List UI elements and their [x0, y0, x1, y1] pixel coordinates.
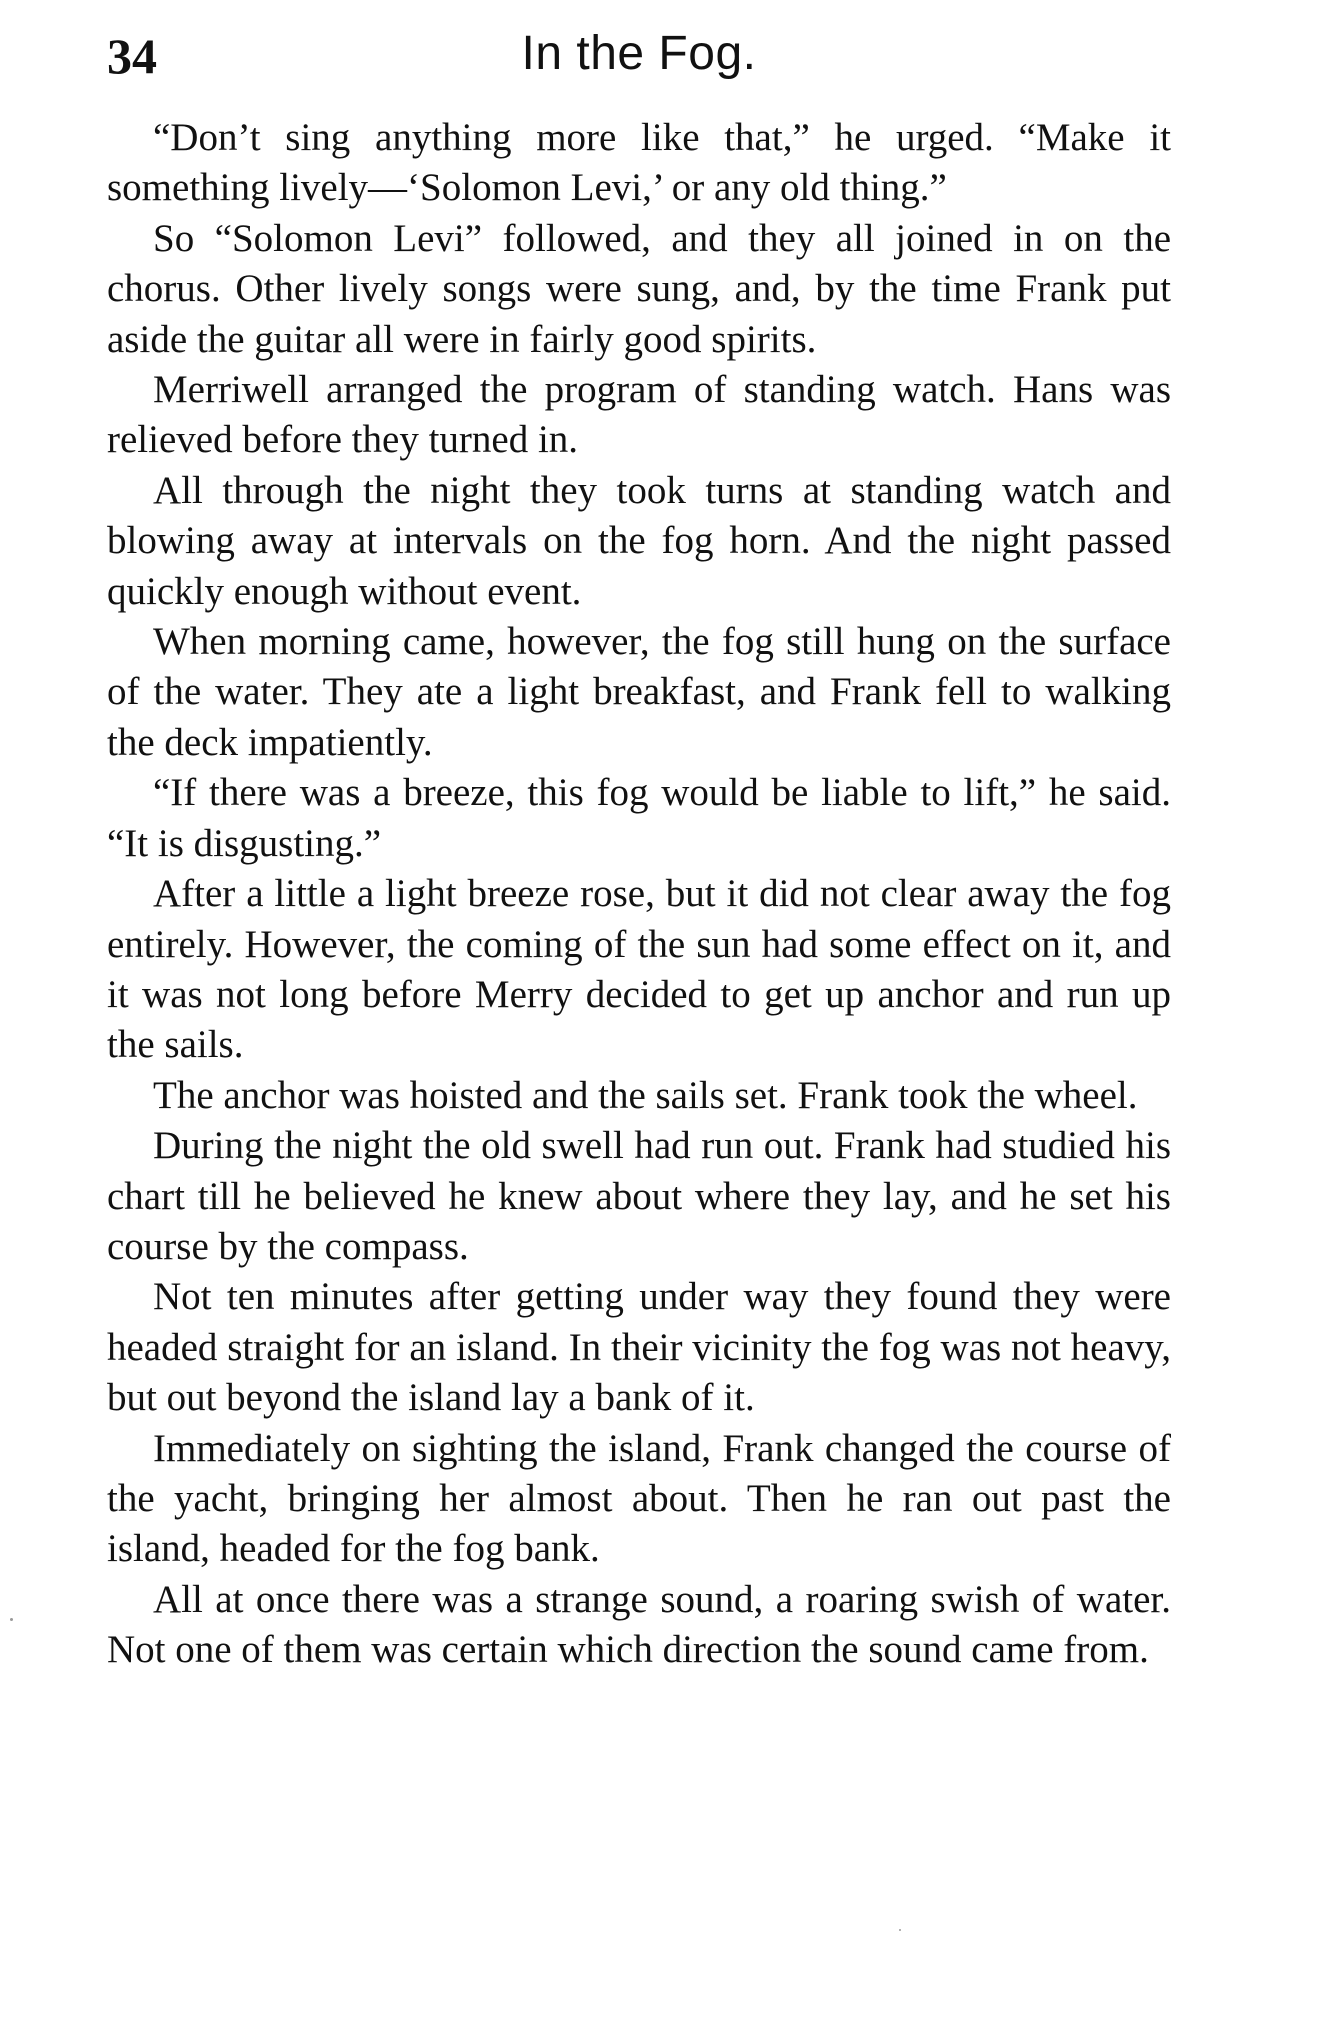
paragraph-6: “If there was a breeze, this fog would be liable to lift,” he said. “It is disgusting.”: [107, 771, 1171, 865]
paragraph-12: All at once there was a strange sound, a roaring swish of water. Not one of them was certain which direction the sound came from.: [107, 1577, 1171, 1672]
paragraph-9: During the night the old swell had run out. Frank had studied his chart till he believed he knew about where they lay, and he set his course by the compass.: [107, 1124, 1171, 1268]
paragraph-2: So “Solomon Levi” followed, and they all joined in on the chorus. Other lively songs were sung, and, by the time Frank put aside the guitar all were in fairly good spirits.: [107, 216, 1171, 361]
paragraph-11: Immediately on sighting the island, Frank changed the course of the yacht, bringing her almost about. Then he ran out past the island, headed for the fog bank.: [107, 1426, 1171, 1571]
page-number: 34: [107, 28, 157, 84]
scan-speck: [10, 1618, 13, 1621]
running-title: In the Fog.: [521, 27, 757, 80]
paragraph-3: Merriwell arranged the program of standing watch. Hans was relieved before they turned in.: [107, 368, 1171, 462]
paragraph-8: The anchor was hoisted and the sails set. Frank took the wheel.: [153, 1073, 1138, 1117]
paragraph-5: When morning came, however, the fog still hung on the surface of the water. They ate a light breakfast, and Frank fell to walking the deck impatiently.: [107, 620, 1171, 764]
paragraph-7: After a little a light breeze rose, but it did not clear away the fog entirely. However, the coming of the sun had some effect on it, and it was not long before Merry decided to get up anchor and run up the sails.: [107, 872, 1171, 1067]
body-text: [107, 113, 1171, 1676]
page-header: [107, 20, 1171, 86]
paragraph-1: “Don’t sing anything more like that,” he urged. “Make it something lively—‘Solomon Levi,’ or any old thing.”: [107, 116, 1171, 210]
paragraph-4: All through the night they took turns at standing watch and blowing away at intervals on the fog horn. And the night passed quickly enough without event.: [107, 468, 1171, 613]
paragraph-10: Not ten minutes after getting under way they found they were headed straight for an island. In their vicinity the fog was not heavy, but out beyond the island lay a bank of it.: [107, 1275, 1171, 1420]
scan-speck: [899, 1929, 901, 1931]
